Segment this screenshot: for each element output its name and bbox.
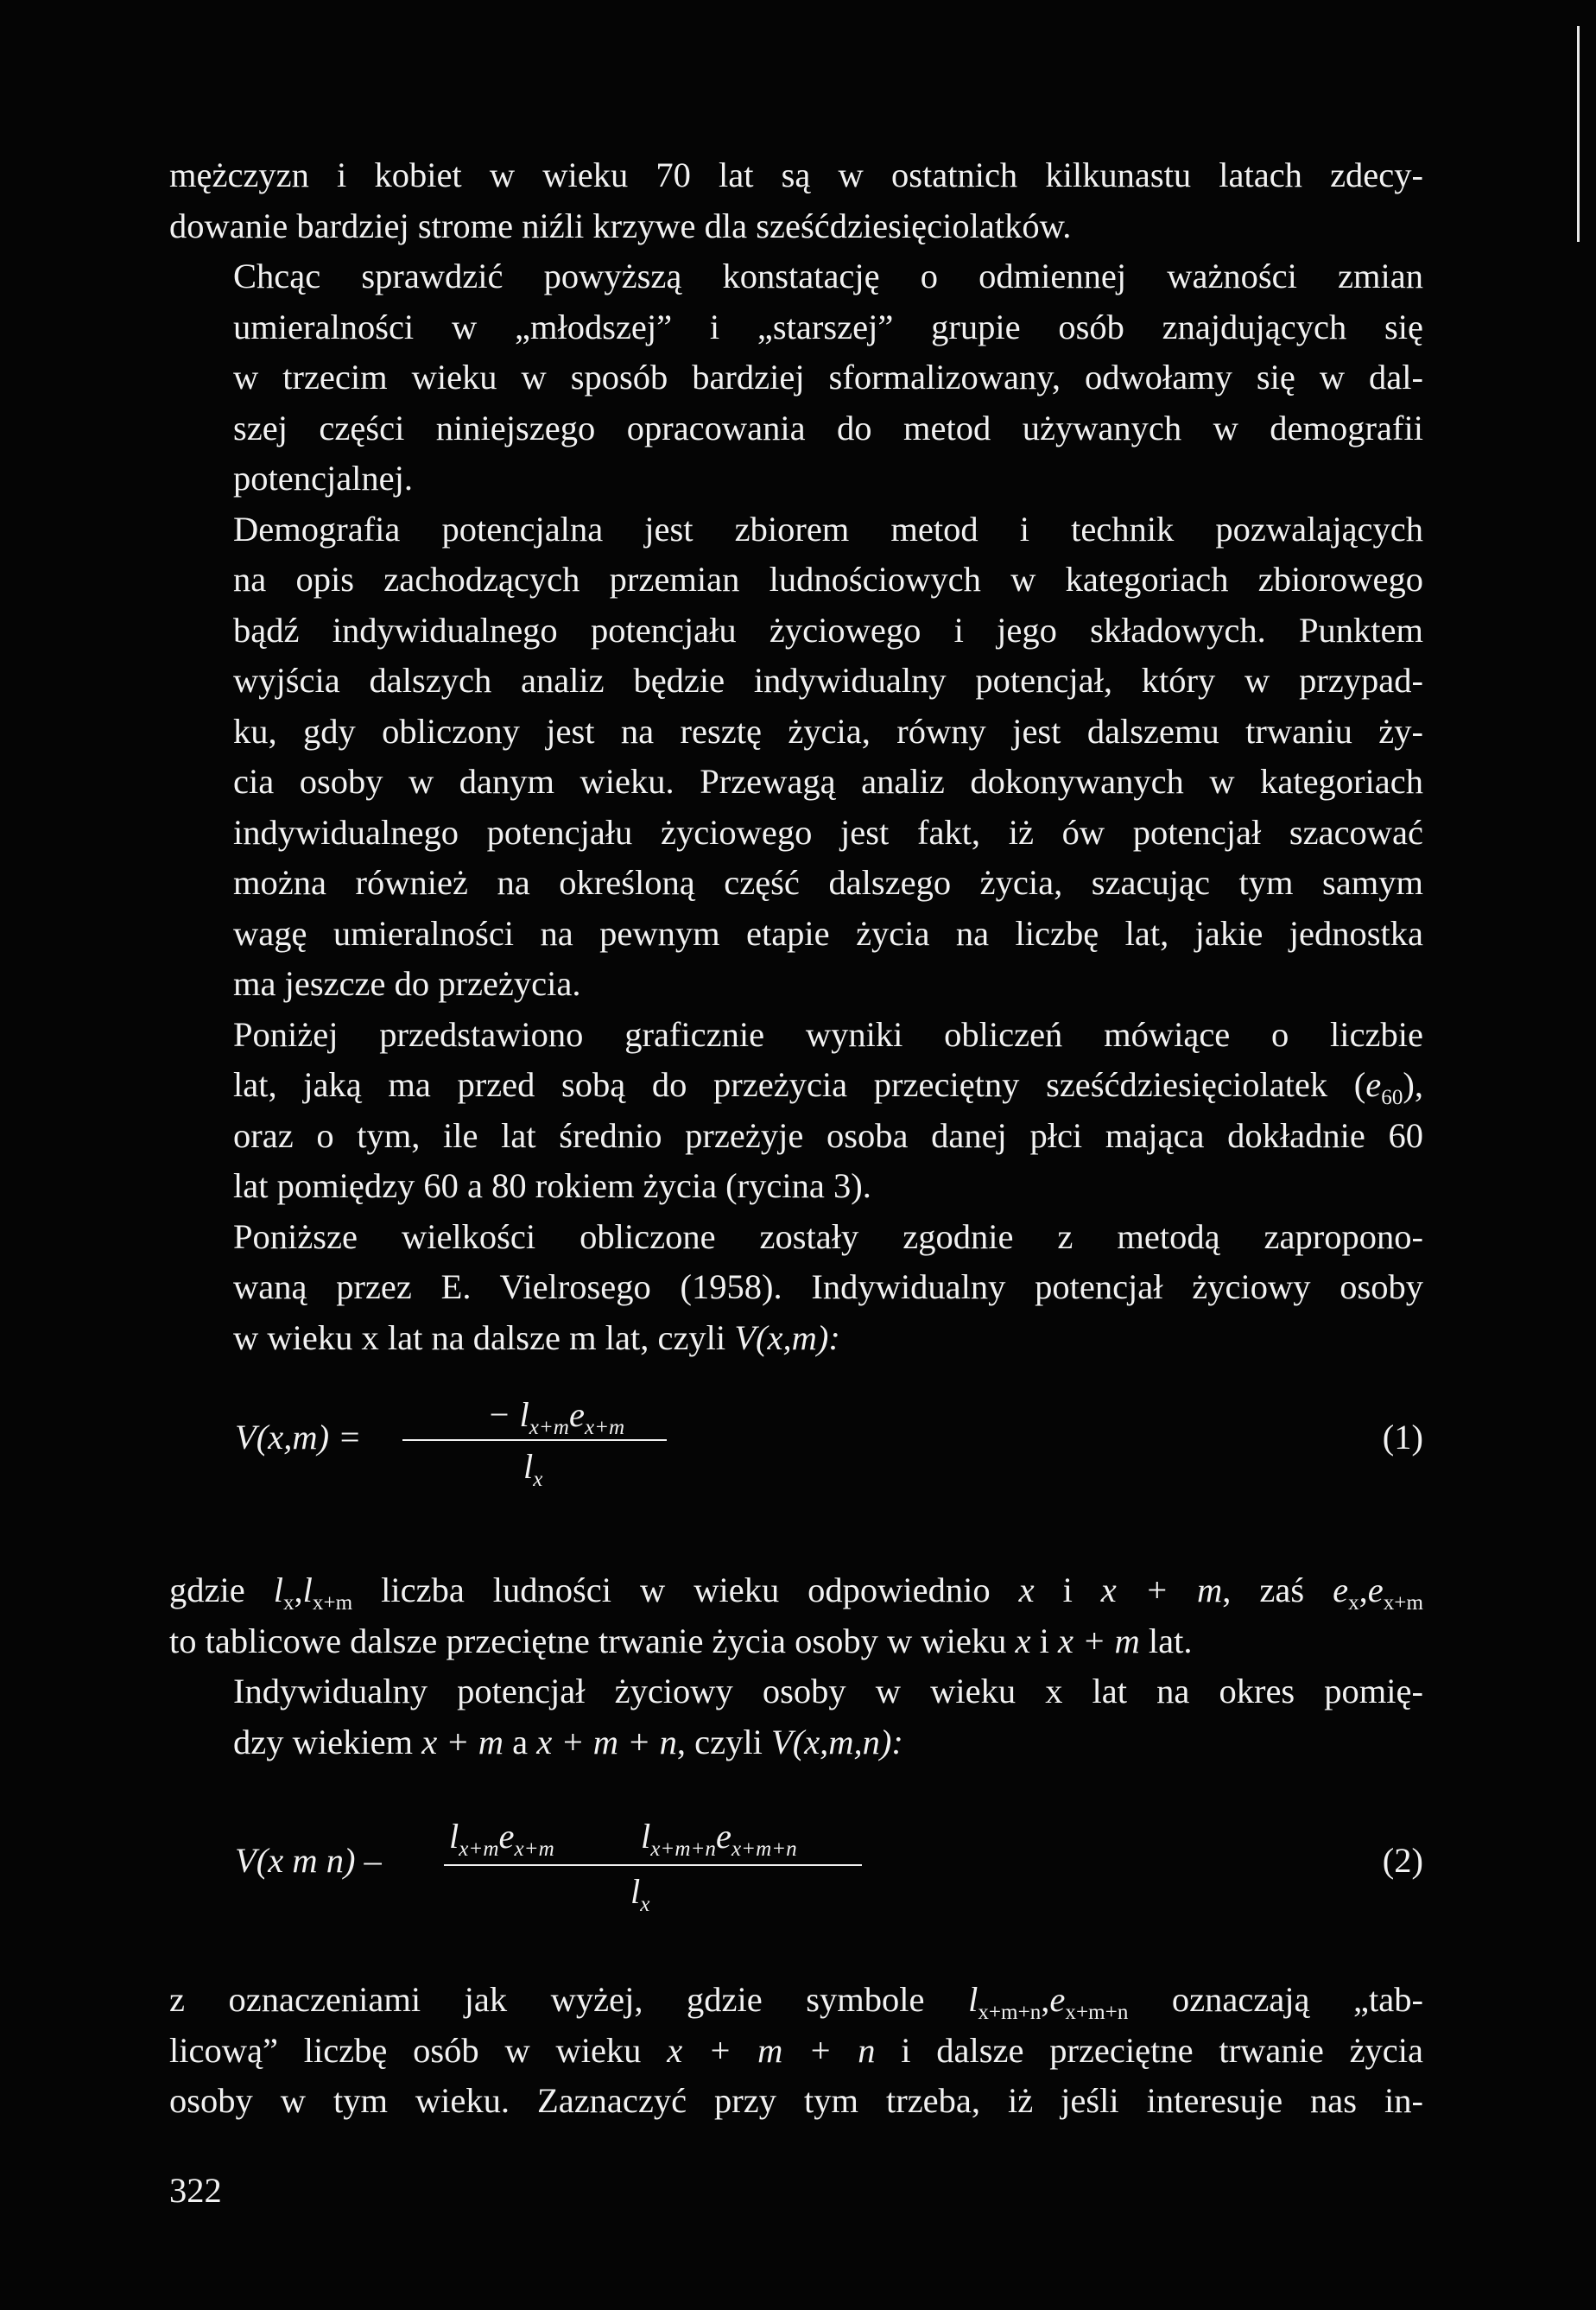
paragraph-7 bbox=[169, 1666, 1423, 1767]
formula-lhs: V(x m n) – bbox=[235, 1841, 382, 1880]
text-line: indywidualnego potencjału życiowego jest fakt, iż ów potencjał szacować bbox=[233, 812, 1423, 852]
paragraph-3 bbox=[169, 505, 1423, 1010]
math-symbol: l bbox=[968, 1980, 978, 2019]
text-line: Chcąc sprawdzić powyższą konstatację o odmiennej ważności zmian bbox=[233, 257, 1423, 295]
fraction-bar bbox=[402, 1439, 667, 1441]
math-subscript: x+m+n bbox=[650, 1837, 716, 1861]
formula-numerator-2 bbox=[641, 1816, 797, 1861]
text-span: liczba ludności w wieku odpowiednio bbox=[352, 1571, 1019, 1609]
text-span: , bbox=[1041, 1980, 1050, 2019]
math-symbol: x bbox=[1018, 1571, 1035, 1609]
text-line: Demografia potencjalna jest zbiorem metod i technik pozwalających bbox=[233, 509, 1423, 549]
math-subscript: x+m+n bbox=[1065, 2000, 1129, 2024]
text-span: oznaczają „tab- bbox=[1128, 1980, 1423, 2019]
math-symbol: l bbox=[302, 1571, 313, 1609]
math-subscript: x+m bbox=[584, 1415, 625, 1439]
math-symbol: l bbox=[449, 1817, 459, 1856]
math-symbol: e bbox=[568, 1395, 585, 1434]
math-subscript: x+m+n bbox=[978, 2000, 1042, 2024]
text-line bbox=[169, 2026, 1423, 2077]
math-expression: x + m + n bbox=[667, 2030, 876, 2070]
formula-denominator bbox=[630, 1871, 650, 1916]
text-span: lat. bbox=[1139, 1621, 1193, 1660]
formula-numerator bbox=[487, 1394, 625, 1439]
text-span: i bbox=[1030, 1621, 1058, 1660]
text-line: w trzecim wieku w sposób bardziej sformalizowany, odwołamy się w dal- bbox=[233, 358, 1423, 397]
math-expression: V(x,m): bbox=[734, 1317, 840, 1357]
paragraph-1 bbox=[169, 150, 1423, 251]
formula-2 bbox=[169, 1814, 1423, 1918]
text-line: waną przez E. Vielrosego (1958). Indywidualny potencjał życiowy osoby bbox=[233, 1267, 1423, 1306]
fraction-bar bbox=[444, 1864, 862, 1866]
paragraph-2 bbox=[169, 251, 1423, 505]
math-subscript: x+m bbox=[459, 1837, 499, 1861]
text-line: mężczyzn i kobiet w wieku 70 lat są w ostatnich kilkunastu latach zdecy- bbox=[169, 155, 1423, 194]
text-line: ku, gdy obliczony jest na resztę życia, równy jest dalszemu trwaniu ży- bbox=[233, 711, 1423, 751]
text-line: oraz o tym, ile lat średnio przeżyje osoba danej płci mająca dokładnie 60 bbox=[233, 1115, 1423, 1155]
text-span: lat, jaką ma przed sobą do przeżycia przeciętny sześćdziesięciolatek ( bbox=[233, 1065, 1366, 1104]
text-line: dowanie bardziej strome niźli krzywe dla sześćdziesięciolatków. bbox=[169, 206, 1072, 245]
text-line bbox=[169, 1565, 1423, 1616]
page-number: 322 bbox=[169, 2171, 222, 2210]
text-line bbox=[169, 1975, 1423, 2026]
text-span: to tablicowe dalsze przeciętne trwanie życia osoby w wieku bbox=[169, 1621, 1016, 1660]
text-span: licową” liczbę osób w wieku bbox=[169, 2030, 668, 2070]
text-line: wyjścia dalszych analiz będzie indywidualny potencjał, który w przypad- bbox=[233, 661, 1423, 700]
formula-1 bbox=[169, 1394, 1423, 1498]
text-span: , zaś bbox=[1222, 1571, 1333, 1609]
text-line: Poniższe wielkości obliczone zostały zgodnie z metodą zapropono- bbox=[233, 1216, 1423, 1256]
text-line: osoby w tym wieku. Zaznaczyć przy tym trzeba, iż jeśli interesuje nas in- bbox=[169, 2081, 1423, 2120]
page-body-3 bbox=[169, 1975, 1423, 2127]
text-line: Poniżej przedstawiono graficznie wyniki obliczeń mówiące o liczbie bbox=[233, 1014, 1423, 1054]
math-subscript: x bbox=[1348, 1590, 1359, 1615]
math-subscript: x bbox=[640, 1892, 650, 1916]
equation-number: (1) bbox=[1382, 1418, 1423, 1456]
math-subscript: x+m+n bbox=[731, 1837, 797, 1861]
page-body-2 bbox=[169, 1565, 1423, 1767]
paragraph-6 bbox=[169, 1565, 1423, 1666]
equation-number: (2) bbox=[1382, 1841, 1423, 1880]
text-span: , czyli bbox=[676, 1722, 771, 1761]
math-subscript: x bbox=[282, 1590, 294, 1615]
math-subscript: x bbox=[533, 1467, 543, 1491]
text-span: ), bbox=[1403, 1065, 1423, 1104]
text-line: bądź indywidualnego potencjału życiowego i jego składowych. Punktem bbox=[233, 610, 1423, 650]
text-span: w wieku x lat na dalsze m lat, czyli bbox=[233, 1317, 735, 1357]
math-symbol: e bbox=[1333, 1571, 1349, 1609]
paragraph-5 bbox=[169, 1212, 1423, 1364]
text-line: ma jeszcze do przeżycia. bbox=[233, 964, 581, 1003]
math-symbol: e bbox=[1049, 1980, 1066, 2019]
math-symbol: e bbox=[1365, 1065, 1382, 1104]
math-symbol: l bbox=[523, 1447, 534, 1486]
math-expression: x + m bbox=[1057, 1621, 1140, 1660]
text-line bbox=[169, 1616, 1423, 1667]
formula-denominator bbox=[523, 1446, 543, 1491]
text-span: i bbox=[1034, 1571, 1101, 1609]
paragraph-4 bbox=[169, 1010, 1423, 1212]
math-subscript: x+m bbox=[514, 1837, 554, 1861]
scan-edge-line bbox=[1577, 26, 1580, 242]
text-span: i dalsze przeciętne trwanie życia bbox=[875, 2030, 1423, 2070]
math-subscript: x+m bbox=[312, 1590, 353, 1615]
math-expression: x + m bbox=[1100, 1571, 1223, 1609]
text-line bbox=[169, 1313, 1423, 1364]
math-symbol: l bbox=[641, 1817, 651, 1856]
math-symbol: e bbox=[498, 1817, 515, 1856]
formula-lhs: V(x,m) = bbox=[235, 1418, 362, 1456]
math-expression: x + m bbox=[421, 1722, 504, 1761]
text-line: można również na określoną część dalszego życia, szacując tym samym bbox=[233, 863, 1423, 902]
math-subscript: x+m bbox=[1383, 1590, 1423, 1615]
text-span: z oznaczeniami jak wyżej, gdzie symbole bbox=[169, 1980, 969, 2019]
text-span: , bbox=[1358, 1571, 1368, 1609]
text-line: lat pomiędzy 60 a 80 rokiem życia (rycina 3). bbox=[233, 1166, 871, 1205]
text-line bbox=[169, 1060, 1423, 1111]
text-line: Indywidualny potencjał życiowy osoby w wieku x lat na okres pomię- bbox=[233, 1672, 1423, 1710]
text-line: szej części niniejszego opracowania do metod używanych w demografii bbox=[233, 408, 1423, 447]
math-symbol: l bbox=[273, 1571, 283, 1609]
formula-numerator bbox=[449, 1816, 554, 1861]
math-expression: V(x,m,n): bbox=[770, 1722, 903, 1761]
math-symbol: x bbox=[1015, 1621, 1031, 1660]
math-symbol: − l bbox=[487, 1395, 529, 1434]
text-line: cia osoby w danym wieku. Przewagą analiz dokonywanych w kategoriach bbox=[233, 762, 1423, 801]
math-subscript: x+m bbox=[529, 1415, 569, 1439]
text-line: na opis zachodzących przemian ludnościowych w kategoriach zbiorowego bbox=[233, 560, 1423, 599]
math-symbol: e bbox=[716, 1817, 732, 1856]
text-line: wagę umieralności na pewnym etapie życia na liczbę lat, jakie jednostka bbox=[233, 913, 1423, 953]
math-symbol: l bbox=[630, 1872, 641, 1911]
text-span: gdzie bbox=[169, 1571, 274, 1609]
text-line bbox=[169, 1717, 1423, 1768]
text-line: potencjalnej. bbox=[233, 459, 414, 498]
text-span: , bbox=[294, 1571, 303, 1609]
text-span: a bbox=[504, 1722, 537, 1761]
text-span: dzy wiekiem bbox=[233, 1722, 422, 1761]
math-symbol: e bbox=[1367, 1571, 1384, 1609]
page-body bbox=[169, 150, 1423, 1363]
paragraph-8 bbox=[169, 1975, 1423, 2127]
text-line: umieralności w „młodszej” i „starszej” grupie osób znajdujących się bbox=[233, 307, 1423, 346]
math-subscript: 60 bbox=[1381, 1085, 1403, 1109]
math-expression: x + m + n bbox=[536, 1722, 677, 1761]
